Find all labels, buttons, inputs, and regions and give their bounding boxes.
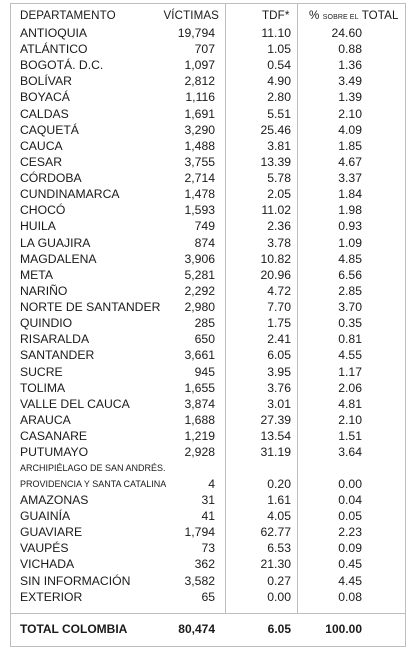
cell-departamento: CÓRDOBA xyxy=(20,171,82,186)
table-row xyxy=(0,25,415,41)
table-row xyxy=(0,299,415,315)
table-row xyxy=(0,218,415,234)
cell-departamento: LA GUAJIRA xyxy=(20,235,91,250)
cell-pct: 0.88 xyxy=(338,42,362,57)
cell-tdf: 13.54 xyxy=(260,429,291,443)
total-divider xyxy=(10,613,406,614)
cell-tdf: 0.00 xyxy=(267,589,291,604)
cell-tdf: 5.51 xyxy=(267,106,291,121)
cell-departamento: CALDAS xyxy=(20,106,69,121)
cell-pct: 1.36 xyxy=(338,58,362,73)
cell-victimas: 650 xyxy=(194,332,215,347)
table-row xyxy=(0,186,415,202)
cell-victimas: 1,219 xyxy=(184,429,215,443)
cell-victimas: 1,488 xyxy=(184,138,215,153)
cell-victimas: 1,655 xyxy=(184,380,215,395)
cell-victimas: 65 xyxy=(201,589,215,604)
cell-tdf: 6.05 xyxy=(267,348,291,363)
cell-pct: 2.06 xyxy=(338,380,362,395)
table-row xyxy=(0,235,415,251)
cell-tdf: 7.70 xyxy=(267,300,291,315)
table-row xyxy=(0,492,415,508)
cell-tdf: 2.41 xyxy=(267,332,291,347)
cell-tdf: 3.01 xyxy=(267,396,291,411)
table-row xyxy=(0,380,415,396)
table-row xyxy=(0,589,415,605)
cell-tdf: 21.30 xyxy=(260,557,291,572)
cell-pct: 0.00 xyxy=(338,477,362,491)
cell-pct: 0.35 xyxy=(338,316,362,331)
cell-departamento: CAUCA xyxy=(20,138,63,153)
table-row xyxy=(0,331,415,347)
cell-tdf: 5.78 xyxy=(267,171,291,186)
table-row xyxy=(0,396,415,412)
table-row xyxy=(0,57,415,73)
header-departamento: DEPARTAMENTO xyxy=(20,9,116,22)
cell-departamento: CESAR xyxy=(20,154,62,169)
cell-tdf: 3.81 xyxy=(267,138,291,153)
archipelago-line1: ARCHIPIÉLAGO DE SAN ANDRÉS. xyxy=(20,463,166,473)
total-tdf: 6.05 xyxy=(267,622,291,636)
table-row xyxy=(0,202,415,218)
cell-departamento: MAGDALENA xyxy=(20,251,97,266)
cell-victimas: 3,755 xyxy=(184,154,215,169)
table-row xyxy=(0,106,415,122)
cell-victimas: 749 xyxy=(194,219,215,234)
cell-tdf: 2.05 xyxy=(267,187,291,202)
cell-departamento: VAUPÉS xyxy=(20,541,69,556)
cell-departamento: SANTANDER xyxy=(20,348,95,363)
table-row xyxy=(0,89,415,105)
cell-departamento: GUAVIARE xyxy=(20,525,83,540)
cell-victimas: 19,794 xyxy=(177,26,215,40)
header-pct xyxy=(309,8,399,26)
cell-tdf: 4.90 xyxy=(267,74,291,89)
table-row xyxy=(0,267,415,283)
total-row xyxy=(0,621,415,637)
cell-pct: 0.08 xyxy=(338,589,362,604)
cell-departamento: CUNDINAMARCA xyxy=(20,187,120,202)
cell-pct: 3.70 xyxy=(338,300,362,315)
header-victimas: VÍCTIMAS xyxy=(163,9,219,22)
cell-victimas: 1,593 xyxy=(184,203,215,218)
cell-tdf: 6.53 xyxy=(267,541,291,556)
header-pct-small: SOBRE EL xyxy=(322,14,359,21)
cell-departamento: VALLE DEL CAUCA xyxy=(20,396,130,411)
cell-victimas: 1,691 xyxy=(184,106,215,121)
cell-departamento: NORTE DE SANTANDER xyxy=(20,300,161,315)
cell-victimas: 1,116 xyxy=(185,90,215,105)
cell-pct: 0.04 xyxy=(338,493,362,507)
cell-departamento: TOLIMA xyxy=(20,380,66,395)
cell-tdf: 0.27 xyxy=(267,573,291,588)
cell-victimas: 3,582 xyxy=(184,573,215,588)
cell-tdf: 27.39 xyxy=(260,412,291,427)
header-pct-total: TOTAL xyxy=(361,9,399,22)
table-row xyxy=(0,283,415,299)
header-tdf: TDF* xyxy=(262,9,290,22)
cell-tdf: 62.77 xyxy=(260,525,291,540)
cell-departamento: HUILA xyxy=(20,219,56,234)
cell-victimas: 874 xyxy=(194,235,215,250)
cell-departamento: AMAZONAS xyxy=(20,493,89,507)
cell-tdf: 2.80 xyxy=(267,90,291,105)
cell-departamento: EXTERIOR xyxy=(20,589,83,604)
cell-pct: 0.09 xyxy=(338,541,362,556)
cell-pct: 0.45 xyxy=(338,557,362,572)
cell-pct: 0.93 xyxy=(338,219,362,234)
cell-tdf: 11.10 xyxy=(261,26,291,40)
cell-tdf: 1.05 xyxy=(267,42,291,57)
table-row xyxy=(0,73,415,89)
cell-victimas: 1,688 xyxy=(184,412,215,427)
cell-tdf: 0.20 xyxy=(267,477,291,491)
cell-pct: 3.64 xyxy=(338,445,362,460)
table-row xyxy=(0,347,415,363)
table-row xyxy=(0,170,415,186)
cell-victimas: 1,097 xyxy=(184,58,215,73)
header-pct-symbol: % xyxy=(309,9,320,22)
cell-victimas: 1,478 xyxy=(184,187,215,202)
cell-victimas: 41 xyxy=(201,509,215,524)
table-row xyxy=(0,412,415,428)
cell-victimas: 707 xyxy=(194,42,215,57)
table-row xyxy=(0,556,415,572)
cell-departamento: GUAINÍA xyxy=(20,509,71,524)
total-label: TOTAL COLOMBIA xyxy=(20,622,128,636)
cell-victimas: 2,812 xyxy=(184,74,215,89)
cell-pct: 4.67 xyxy=(338,154,362,169)
cell-tdf: 25.46 xyxy=(260,122,291,137)
cell-pct: 2.10 xyxy=(338,412,362,427)
cell-departamento: CAQUETÁ xyxy=(20,122,79,137)
cell-victimas: 2,928 xyxy=(184,445,215,460)
table-row xyxy=(0,251,415,267)
cell-victimas: 2,714 xyxy=(184,171,215,186)
cell-departamento: BOGOTÁ. D.C. xyxy=(20,58,104,73)
cell-tdf: 10.82 xyxy=(260,251,291,266)
cell-victimas: 1,794 xyxy=(184,525,215,540)
cell-pct: 1.17 xyxy=(338,364,362,379)
cell-victimas: 3,874 xyxy=(184,396,215,411)
cell-pct: 4.81 xyxy=(338,396,362,411)
cell-victimas: 285 xyxy=(194,316,215,331)
cell-departamento: PUTUMAYO xyxy=(20,445,89,460)
cell-pct: 2.23 xyxy=(338,525,362,540)
cell-tdf: 13.39 xyxy=(260,154,291,169)
cell-pct: 4.85 xyxy=(338,251,362,266)
table-row xyxy=(0,428,415,444)
cell-departamento: QUINDIO xyxy=(20,316,73,331)
table-row xyxy=(0,540,415,556)
total-pct: 100.00 xyxy=(325,622,362,636)
cell-pct: 3.37 xyxy=(338,171,362,186)
table-row xyxy=(0,41,415,57)
cell-pct: 1.09 xyxy=(338,235,362,250)
cell-tdf: 3.78 xyxy=(267,235,291,250)
cell-tdf: 31.19 xyxy=(260,445,291,460)
cell-departamento: CHOCÓ xyxy=(20,203,66,218)
cell-victimas: 362 xyxy=(194,557,215,572)
cell-tdf: 11.02 xyxy=(261,203,291,218)
table-row xyxy=(0,138,415,154)
cell-tdf: 4.05 xyxy=(267,509,291,524)
cell-victimas: 73 xyxy=(201,541,215,556)
table-row xyxy=(0,315,415,331)
cell-victimas: 3,906 xyxy=(184,251,215,266)
cell-victimas: 31 xyxy=(201,493,215,507)
table-row xyxy=(0,476,415,492)
cell-departamento: META xyxy=(20,267,53,282)
cell-pct: 0.81 xyxy=(338,332,362,347)
cell-departamento: ARAUCA xyxy=(20,412,71,427)
cell-departamento: ATLÁNTICO xyxy=(20,42,88,57)
cell-departamento: VICHADA xyxy=(20,557,75,572)
cell-pct: 4.09 xyxy=(338,122,362,137)
cell-departamento: CASANARE xyxy=(20,429,88,443)
total-victimas: 80,474 xyxy=(178,622,215,636)
cell-tdf: 3.95 xyxy=(267,364,291,379)
cell-tdf: 1.75 xyxy=(267,316,291,331)
cell-victimas: 2,292 xyxy=(184,283,215,298)
cell-pct: 2.10 xyxy=(338,106,362,121)
cell-departamento: SUCRE xyxy=(20,364,63,379)
cell-victimas: 4 xyxy=(208,477,215,491)
cell-departamento: NARIÑO xyxy=(20,283,68,298)
cell-pct: 3.49 xyxy=(338,74,362,89)
cell-tdf: 0.54 xyxy=(267,58,291,73)
cell-victimas: 5,281 xyxy=(184,267,215,282)
cell-departamento: BOYACÁ xyxy=(20,90,70,105)
cell-pct: 4.55 xyxy=(338,348,362,363)
table-row xyxy=(0,524,415,540)
cell-victimas: 3,661 xyxy=(184,348,215,363)
table-row xyxy=(0,122,415,138)
cell-tdf: 3.76 xyxy=(267,380,291,395)
archipelago-line2: PROVIDENCIA Y SANTA CATALINA xyxy=(20,479,167,489)
cell-tdf: 4.72 xyxy=(267,283,291,298)
cell-pct: 1.98 xyxy=(338,203,362,218)
cell-pct: 6.56 xyxy=(338,267,362,282)
cell-pct: 1.39 xyxy=(338,90,362,105)
table-row xyxy=(0,154,415,170)
table-row xyxy=(0,508,415,524)
cell-victimas: 945 xyxy=(194,364,215,379)
table-row xyxy=(0,460,415,476)
cell-tdf: 1.61 xyxy=(267,493,291,507)
cell-departamento: SIN INFORMACIÓN xyxy=(20,573,131,588)
cell-pct: 2.85 xyxy=(338,283,362,298)
cell-pct: 1.51 xyxy=(338,429,362,443)
cell-pct: 1.84 xyxy=(338,187,362,202)
cell-pct: 1.85 xyxy=(338,138,362,153)
cell-tdf: 20.96 xyxy=(260,267,291,282)
cell-departamento: ANTIOQUIA xyxy=(20,26,88,40)
cell-pct: 4.45 xyxy=(338,573,362,588)
table-header xyxy=(0,8,415,24)
table-row xyxy=(0,444,415,460)
cell-victimas: 2,980 xyxy=(184,300,215,315)
table-row xyxy=(0,364,415,380)
cell-tdf: 2.36 xyxy=(267,219,291,234)
cell-departamento: RISARALDA xyxy=(20,332,90,347)
cell-pct: 24.60 xyxy=(331,26,362,40)
cell-pct: 0.05 xyxy=(338,509,362,524)
cell-departamento: BOLÍVAR xyxy=(20,74,72,89)
table-row xyxy=(0,573,415,589)
cell-victimas: 3,290 xyxy=(184,122,215,137)
